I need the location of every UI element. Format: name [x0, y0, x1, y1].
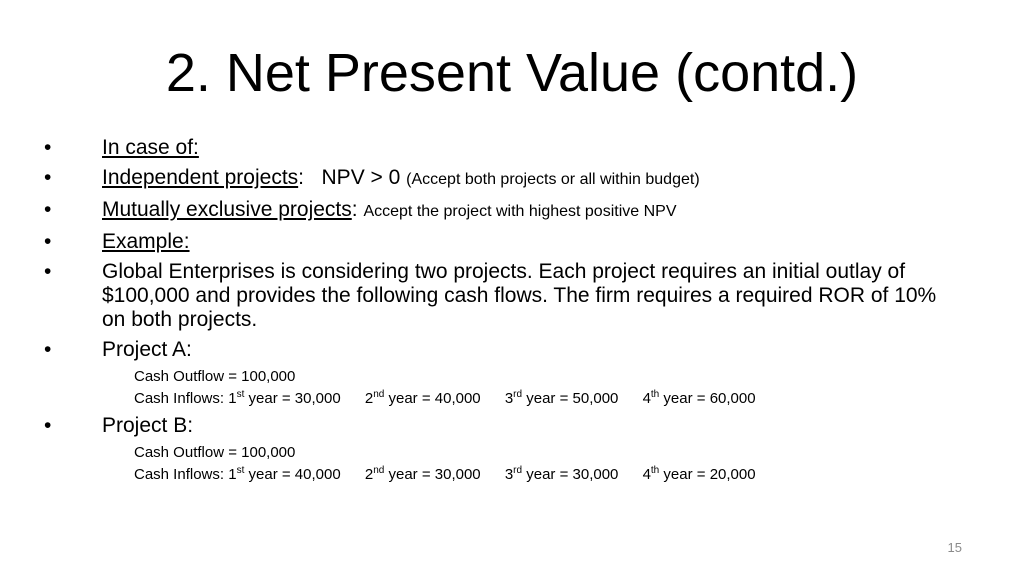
project-b-outflow: Cash Outflow = 100,000	[134, 444, 296, 461]
independent-colon: :	[298, 166, 304, 189]
bullet-dot: •	[44, 198, 52, 221]
project-b-inflow-year-4	[643, 466, 756, 483]
in-case-label: In case of:	[102, 136, 199, 159]
slide-content	[40, 136, 940, 490]
project-b-inflows-label: Cash Inflows:	[134, 466, 225, 483]
page-number: 15	[947, 540, 962, 555]
mutually-exclusive-note: Accept the project with highest positive NPV	[363, 203, 677, 220]
inflow-amount: year = 30,000	[526, 466, 619, 483]
inflow-year-suffix: nd	[373, 389, 385, 400]
inflow-year-number: 2	[364, 390, 374, 407]
bullet-project-b	[40, 414, 940, 438]
inflow-year-suffix: st	[236, 465, 245, 476]
mutually-exclusive-text	[102, 198, 940, 224]
project-a-inflow-year-1	[228, 390, 340, 407]
bullet-project-a	[40, 338, 940, 362]
bullet-mutually-exclusive	[40, 198, 940, 224]
inflow-year-suffix: st	[236, 389, 245, 400]
example-label: Example:	[102, 230, 190, 253]
project-b-details	[40, 442, 940, 486]
inflow-amount: year = 40,000	[248, 466, 341, 483]
mutually-exclusive-label: Mutually exclusive projects	[102, 198, 352, 221]
bullet-in-case	[40, 136, 940, 160]
project-a-outflow: Cash Outflow = 100,000	[134, 368, 296, 385]
slide-title: 2. Net Present Value (contd.)	[165, 43, 859, 103]
independent-rule: NPV > 0	[321, 166, 401, 189]
project-b-label: Project B:	[102, 414, 194, 437]
independent-text	[102, 166, 940, 192]
inflow-amount: year = 30,000	[248, 390, 341, 407]
bullet-dot: •	[44, 230, 52, 253]
inflow-year-number: 3	[504, 466, 514, 483]
bullet-dot: •	[44, 166, 52, 189]
bullet-dot: •	[44, 260, 52, 283]
inflow-year-suffix: th	[650, 389, 660, 400]
inflow-year-suffix: rd	[513, 389, 523, 400]
bullet-example	[40, 230, 940, 254]
bullet-dot: •	[44, 136, 52, 159]
project-a-inflow-year-3	[505, 390, 619, 407]
independent-note: (Accept both projects or all within budget)	[406, 171, 700, 188]
project-b-inflow-year-2	[365, 466, 481, 483]
inflow-year-number: 2	[364, 466, 374, 483]
inflow-amount: year = 20,000	[663, 466, 756, 483]
description-text: Global Enterprises is considering two projects. Each project requires an initial outlay of $100,000 and provides the following cash flows. The firm requires a required ROR of 10% on both projects.	[102, 260, 937, 331]
inflow-year-suffix: rd	[513, 465, 523, 476]
inflow-year-number: 3	[504, 390, 514, 407]
project-a-inflows	[134, 388, 940, 410]
project-a-details	[40, 366, 940, 410]
project-b-inflow-year-3	[505, 466, 619, 483]
inflow-amount: year = 50,000	[526, 390, 619, 407]
inflow-year-number: 4	[642, 390, 651, 407]
inflow-amount: year = 60,000	[663, 390, 756, 407]
mutually-exclusive-colon: :	[351, 198, 358, 221]
bullet-independent	[40, 166, 940, 192]
inflow-year-suffix: th	[650, 465, 660, 476]
bullet-dot: •	[44, 414, 52, 437]
independent-label: Independent projects	[102, 166, 299, 189]
project-a-inflow-year-4	[643, 390, 756, 407]
inflow-year-number: 1	[228, 466, 237, 483]
bullet-description	[40, 260, 940, 332]
inflow-amount: year = 40,000	[388, 390, 481, 407]
project-a-inflows-label: Cash Inflows:	[134, 390, 225, 407]
inflow-amount: year = 30,000	[388, 466, 481, 483]
project-a-inflow-year-2	[365, 390, 481, 407]
project-b-inflow-year-1	[228, 466, 340, 483]
inflow-year-suffix: nd	[373, 465, 385, 476]
bullet-dot: •	[44, 338, 52, 361]
inflow-year-number: 1	[228, 390, 237, 407]
inflow-year-number: 4	[642, 466, 651, 483]
project-a-label: Project A:	[102, 338, 192, 361]
project-b-inflows	[134, 464, 940, 486]
